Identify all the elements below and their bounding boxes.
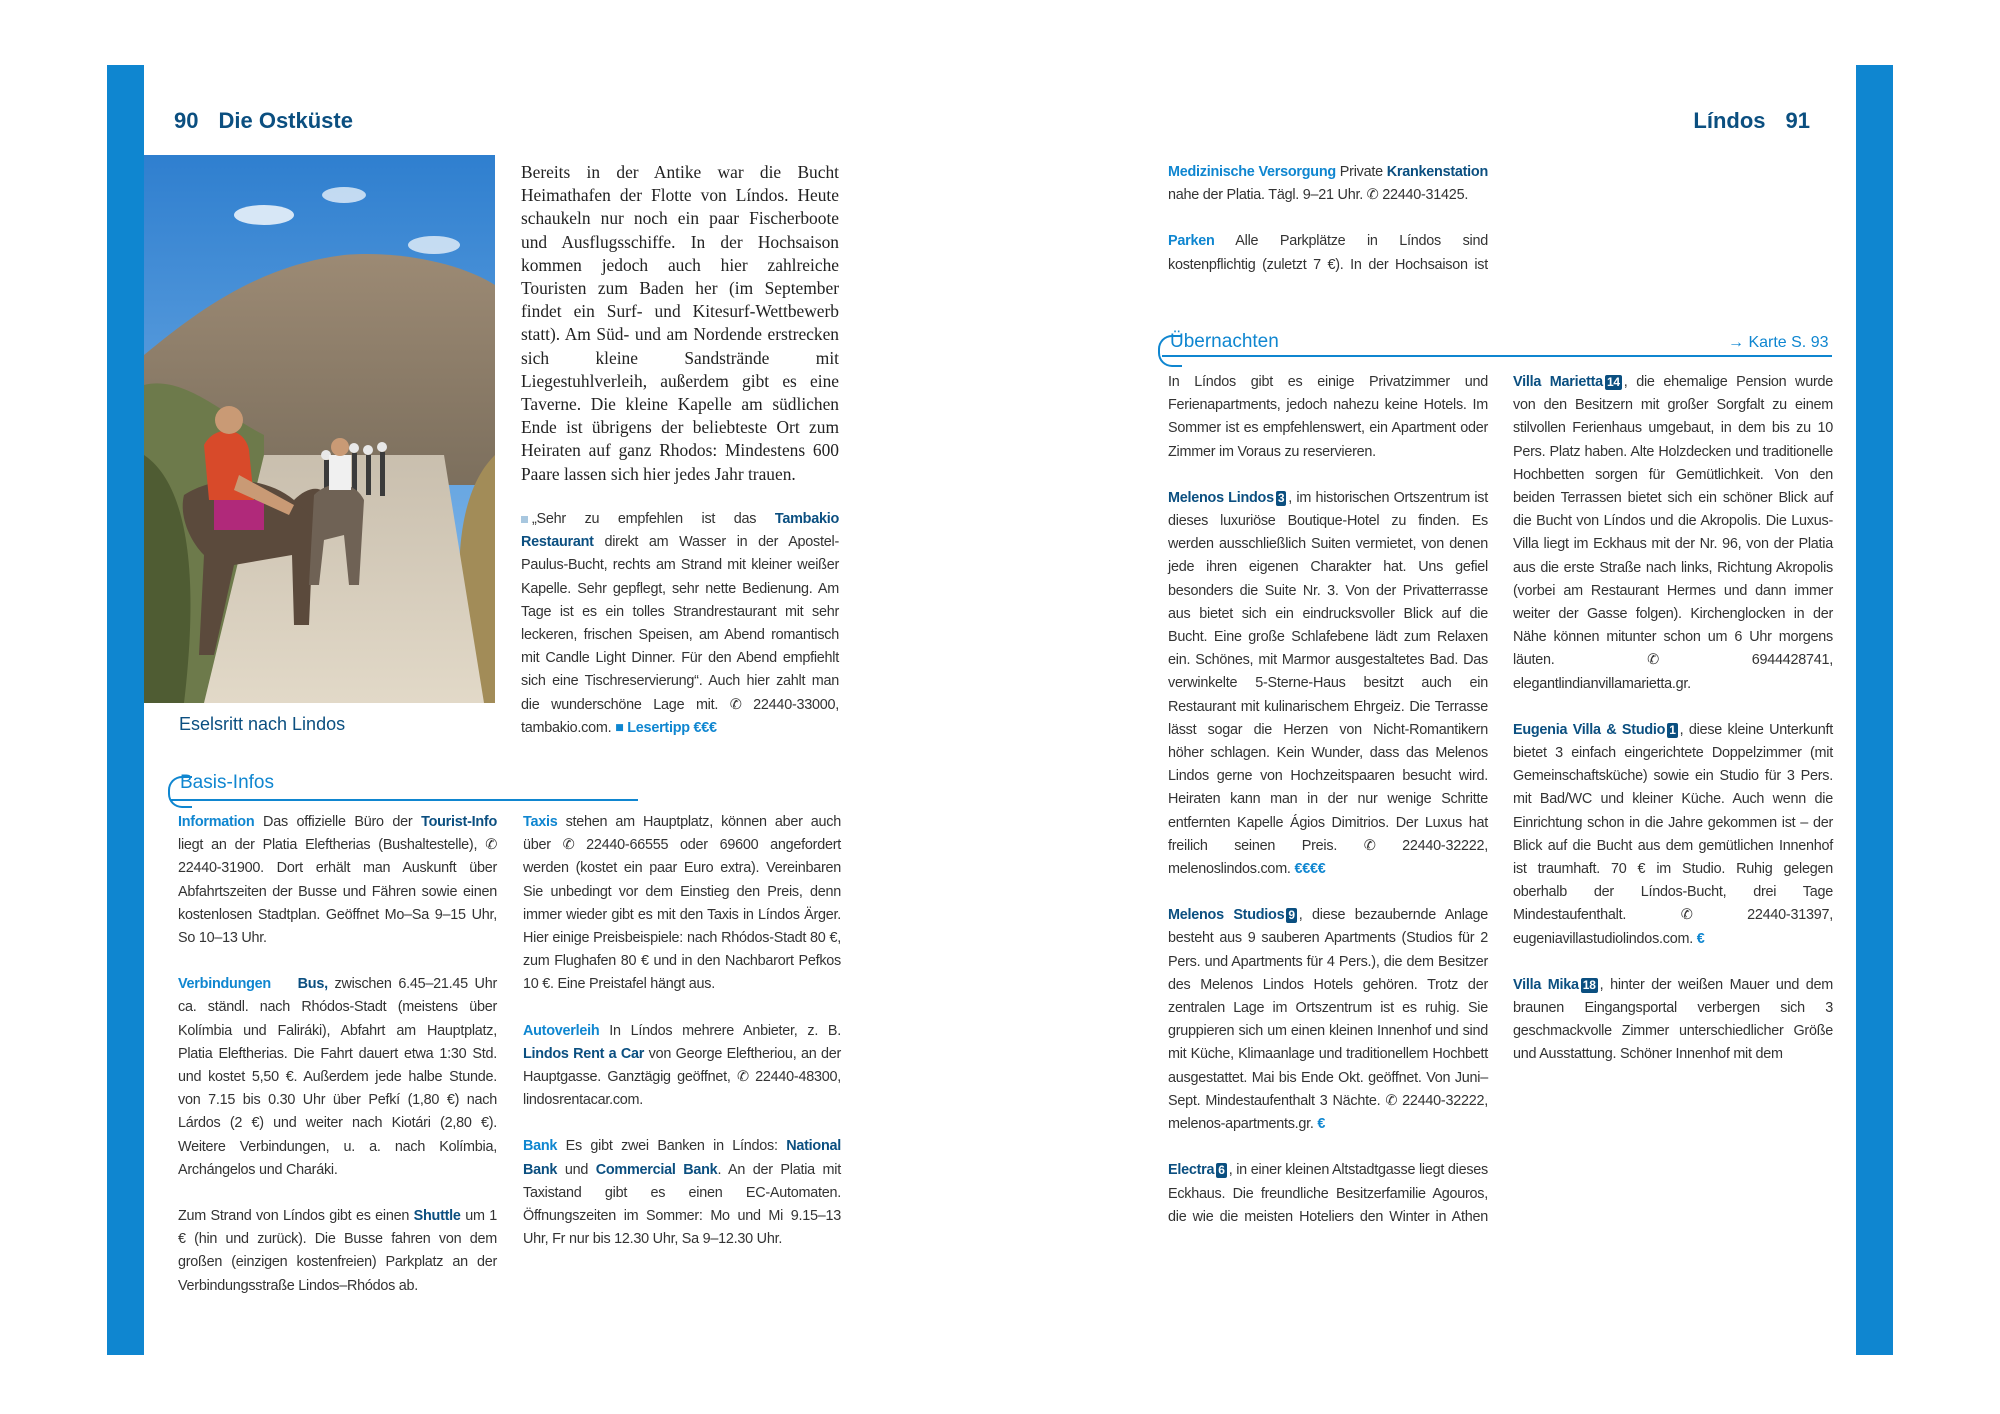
reader-tip: „Sehr zu empfehlen ist das Tambakio Restaurant direkt am Wasser in der Apostel-Paulus-Bucht, rechts am Strand mit kleiner weißer Kapelle. Sehr gepflegt, sehr nette Bedienung. Am Tage ist es ein tolles Strandrestaurant mit sehr leckeren, frischen Speisen, am Abend romantisch mit Candle Light Dinner. Für den Abend empfiehlt sich eine Tischreservierung“. Auch hier zahlt man die wunderschöne Lage mit. ✆ 22440-33000, tambakio.com. ■ Lesertipp €€€: [521, 511, 839, 736]
ubernachten-intro: In Líndos gibt es einige Privatzimmer und Ferienapartments, jedoch nahezu keine Hotels. Im Sommer ist es empfehlenswert, ein Apartment oder Zimmer im Voraus zu reservieren.: [1168, 374, 1488, 460]
heading-arc-icon: [168, 776, 192, 808]
taxis-entry: Taxis stehen am Hauptplatz, können aber auch über ✆ 22440-66555 oder 69600 angefordert werden (kostet ein paar Euro extra). Vereinbaren Sie unbedingt vor dem Einstieg den Preis, denn immer wieder gibt es mit den Taxis in Líndos Ärger. Hier einige Preisbeispiele: nach Rhódos-Stadt 80 €, zum Flughafen 80 € und in den Nachbarort Pefkos 10 €. Eine Preistafel hängt aus.: [523, 814, 841, 993]
basis-infos-heading: Basis-Infos: [180, 772, 274, 794]
right-page-header: [1693, 108, 1810, 134]
basis-infos-rule: [170, 799, 638, 801]
right-column-1: [1168, 371, 1488, 1252]
left-info-column-2: [523, 811, 841, 1274]
medizin-entry: Medizinische Versorgung Private Krankenstation nahe der Platia. Tägl. 9–21 Uhr. ✆ 22440-31425.: [1168, 164, 1488, 204]
right-edge-bar: [1856, 65, 1893, 1355]
ubernachten-heading: Übernachten: [1170, 331, 1279, 353]
lesertipp-label: ■ Lesertipp €€€: [615, 719, 717, 736]
autoverleih-entry: Autoverleih In Líndos mehrere Anbieter, z. B. Lindos Rent a Car von George Eleftheriou, an der Hauptgasse. Ganztägig geöffnet, ✆ 22440-48300, lindosrentacar.com.: [523, 1022, 842, 1109]
map-marker-badge: 3: [1277, 490, 1285, 505]
tip-marker-icon: [521, 516, 528, 523]
map-marker-badge: 9: [1288, 908, 1295, 923]
left-edge-bar: [107, 65, 144, 1355]
left-page-header: [174, 108, 353, 134]
intro-paragraph: Bereits in der Antike war die Bucht Heimathafen der Flotte von Líndos. Heute schaukeln nur noch ein paar Fischerboote und Ausflugsschiffe. In der Hochsaison kommen jedoch auch hier zahlreiche Touristen zum Baden her (im September findet ein Surf- und Kitesurf-Wettbewerb statt). Am Süd- und am Nordende erstrecken sich kleine Sandstrände mit Liegestuhlverleih, außerdem gibt es eine Taverne. Die kleine Kapelle am südlichen Ende ist übrigens der beliebteste Ort zum Heiraten auf ganz Rhodos: Mindestens 600 Paare lassen sich hier jedes Jahr trauen.: [521, 162, 839, 484]
heading-arc-icon: [1158, 335, 1182, 367]
map-marker-badge: 1: [1669, 722, 1676, 737]
karte-reference-link[interactable]: → Karte S. 93: [1728, 334, 1829, 351]
shuttle-entry: Zum Strand von Líndos gibt es einen Shuttle um 1 € (hin und zurück). Die Busse fahren von dem großen (einzigen kostenfreien) Parkplatz an der Verbindungsstraße Lindos–Rhódos ab.: [178, 1208, 497, 1294]
tambakio-name: Tambakio Restaurant: [521, 511, 839, 551]
map-marker-badge: 18: [1582, 977, 1596, 992]
right-page-title: Líndos: [1693, 108, 1766, 133]
melenos-lindos-entry: Melenos Lindos 3 , im historischen Ortszentrum ist dieses luxuriöse Boutique-Hotel zu finden. Es werden ausschließlich Suiten vermietet, von denen jede ihren eigenen Charakter hat. Uns gefiel besonders die Suite Nr. 3. Von der Privatterrasse aus bietet sich ein eindrucksvoller Blick auf die Bucht. Eine große Schlafebene lädt zum Relaxen ein. Schönes, mit Marmor ausgestaltetes Bad. Das verwinkelte 5-Sterne-Haus besitzt auch ein Restaurant mit kulinarischem Ehrgeiz. Die Terrasse lässt sogar die Herzen von Nicht-Romantikern höher schlagen. Kein Wunder, dass das Melenos Lindos gerne von Hochzeitspaaren besucht wird. Heiraten kann man in der nur wenige Schritte entfernten Kapelle Ágios Dimitrios. Der Luxus hat freilich seinen Preis. ✆ 22440-32222, melenoslindos.com. €€€€: [1168, 489, 1488, 878]
villa-mika-entry: Villa Mika 18 , hinter der weißen Mauer und dem braunen Eingangsportal verbergen sich 3 geschmackvolle Zimmer unterschiedlicher Größe und Ausstattung. Schöner Innenhof mit dem: [1513, 976, 1834, 1063]
map-marker-badge: 14: [1606, 375, 1620, 389]
right-top-column-1: [1168, 161, 1488, 299]
ubernachten-rule: [1162, 355, 1832, 357]
left-info-column-1: [178, 811, 497, 1321]
left-page-number: 90: [174, 108, 199, 133]
parken-entry: Parken Alle Parkplätze in Líndos sind kostenpflichtig (zuletzt 7 €). In der Hochsaison ist: [1168, 233, 1488, 273]
melenos-studios-entry: Melenos Studios 9 , diese bezaubernde Anlage besteht aus 9 sauberen Apartments (Studios für 2 Pers. und Apartments für 4 Pers.), die dem Besitzer des Melenos Lindos Hotels gehören. Trotz der zentralen Lage im Ortszentrum ist es ruhig. Sie gruppieren sich um einen kleinen Innenhof und sind mit Küche, Klimaanlage und traditionellem Hochbett ausgestattet. Mai bis Ende Okt. geöffnet. Von Juni–Sept. Mindestaufenthalt 3 Nächte. ✆ 22440-32222, melenos-apartments.gr. €: [1168, 907, 1488, 1133]
villa-marietta-entry: Villa Marietta 14 , die ehemalige Pension wurde von den Besitzern mit großer Sorgfalt zu einem stilvollen Ferienhaus umgebaut, in dem bis zu 10 Pers. Platz haben. Alte Holzdecken und traditionelle Hochbetten sorgen für Gemütlichkeit. Von den beiden Terrassen bietet sich ein schöner Blick auf die Bucht von Líndos und die Akropolis. Die Luxus-Villa liegt im Eckhaus mit der Nr. 96, von der Platia aus die erste Straße nach links, Richtung Akropolis (vorbei am Restaurant Hermes und dann immer weiter der Gasse folgen). Kirchenglocken in der Nähe können mitunter schon um 6 Uhr morgens läuten. ✆ 6944428741, elegantlindianvillamarietta.gr.: [1513, 374, 1834, 692]
left-page-title: Die Ostküste: [218, 108, 353, 133]
eugenia-entry: Eugenia Villa & Studio 1 , diese kleine Unterkunft bietet 3 einfach eingerichtete Doppelzimmer (mit Gemeinschaftsküche) sowie ein Studio für 3 Pers. mit Bad/WC und kleiner Küche. Auch wenn die Einrichtung schon in die Jahre gekommen ist – der Blick auf die Bucht aus dem gemütlichen Innenhof ist traumhaft. 70 € im Studio. Ruhig gelegen oberhalb der Líndos-Bucht, drei Tage Mindestaufenthalt. ✆ 22440-31397, eugeniavillastudiolindos.com. €: [1513, 721, 1833, 947]
bank-entry: Bank Es gibt zwei Banken in Líndos: National Bank und Commercial Bank. An der Platia mit Taxistand gibt es einen EC-Automaten. Öffnungszeiten im Sommer: Mo und Mi 9.15–13 Uhr, Fr nur bis 12.30 Uhr, Sa 9–12.30 Uhr.: [523, 1138, 841, 1248]
right-column-2: [1513, 371, 1833, 1090]
map-marker-badge: 6: [1218, 1163, 1225, 1178]
electra-entry: Electra 6 , in einer kleinen Altstadtgasse liegt dieses Eckhaus. Die freundliche Besitzerfamilie Agouros, die wie die meisten Hoteliers den Winter in Athen: [1168, 1162, 1488, 1225]
photo-caption: Eselsritt nach Lindos: [179, 714, 346, 734]
right-page-number: 91: [1785, 108, 1810, 133]
verbindungen-entry: Verbindungen Bus, zwischen 6.45–21.45 Uhr ca. ständl. nach Rhódos-Stadt (meistens über Kolímbia und Faliráki), Abfahrt am Hauptplatz, Platia Eleftherias. Die Fahrt dauert etwa 1:30 Std. und kostet 5,50 €. Außerdem jede halbe Stunde. von 7.15 bis 0.30 Uhr über Pefkí (1,80 €) nach Lárdos (2 €) und weiter nach Kiotári (2,80 €). Weitere Verbindungen, u. a. nach Kolímbia, Archángelos und Charáki.: [178, 976, 497, 1178]
information-entry: Information Das offizielle Büro der Tourist-Info liegt an der Platia Eleftherias (Bushaltestelle), ✆ 22440-31900. Dort erhält man Auskunft über Abfahrtszeiten der Busse und Fähren sowie einen kostenlosen Stadtplan. Geöffnet Mo–Sa 9–15 Uhr, So 10–13 Uhr.: [178, 814, 497, 947]
donkey-ride-photo: [144, 155, 495, 703]
